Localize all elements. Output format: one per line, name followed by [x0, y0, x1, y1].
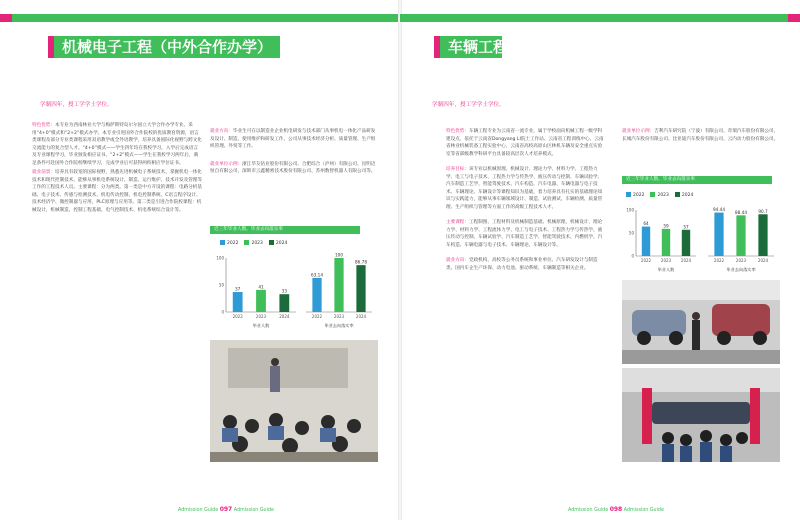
x-tick-label: 2022 [311, 314, 323, 319]
bar-2024 [356, 265, 365, 312]
pink-accent-bar-right [788, 14, 800, 22]
right-page [400, 0, 800, 520]
right-col-text [210, 128, 376, 178]
features-text-right: 车辆工程专业为云南省一流专业，属于学校面向机械工程一级学科建设点，依托于云南省Dongyang LI院士工作站、云南省工程训练中心、云南省林业机械装备工程实验中心、云南省高校高原山区林机车辆及安全重点实验室等省部级教学科研平台具备较高层次人才培养模式。 [446, 129, 604, 157]
goals-text: 该专业以机械原理、机械设计、理论力学、材料力学、工程热力学、电工与电子技术、工程热力学与传热学、液压传动与控制、车辆试验学、汽车制造工艺学、智能驾驶技术、汽车构造、汽车电器、车辆电器与电子技术、车辆理论、车辆设计等课程知识为基础，着力培养具有扎实的基础理论知识与实践能力，能够从事车辆领域设计、制造、试验测试、车辆检测、质量管理、生产组织与管理等方面工作的高级工程技术人才。 [446, 167, 603, 210]
green-top-bar [12, 14, 400, 22]
courses-text: 工程制图、工程材料及机械制造基础、机械原理、机械设计、理论力学、材料力学、工程流体力学、电工与电子技术、工程热力学与传热学、液压传动与控制、车辆试验学、汽车制造工艺学、智能驾驶技术、内燃机学、汽车构造、车辆电器与电子技术、车辆理论、车辆设计等。 [446, 220, 603, 248]
bar-value-label: 63.14 [311, 272, 323, 278]
legend-label-2024-r: 2024 [681, 193, 694, 198]
y-tick-label: 50 [218, 282, 224, 288]
x-axis-label: 毕业去向落实率 [324, 323, 354, 328]
legend-label-2023-r: 2023 [657, 193, 669, 198]
workshop-illustration-top [622, 280, 780, 364]
x-axis-label: 毕业去向落实率 [726, 267, 756, 272]
legend-label-2023: 2023 [251, 241, 263, 246]
bar-2023 [736, 215, 745, 256]
y-tick-label: 100 [216, 255, 224, 261]
green-top-bar-right [400, 14, 788, 22]
bar-2023 [662, 229, 670, 256]
direction-label-right: 就业方向： [446, 258, 469, 263]
footer-text-right: Admission Guide [568, 508, 609, 513]
units-text-block-right [622, 128, 782, 145]
bar-value-label: 64 [643, 221, 649, 227]
units-text-right: 吉利汽车研究院（宁波）有限公司、奇瑞汽车股份有限公司、长城汽车股份有限公司、比亚迪汽车股份有限公司、云内动力股份有限公司。 [622, 129, 779, 142]
footer-text-left-2: Admission Guide [233, 508, 274, 513]
x-tick-label: 2023 [735, 258, 747, 263]
workshop-photo-bottom [622, 368, 780, 462]
chart-legend-left [220, 240, 287, 246]
y-tick-label: 100 [626, 207, 634, 213]
x-axis-label: 毕业人数 [657, 267, 675, 272]
bar-2022 [233, 292, 243, 312]
footer-text-left: Admission Guide [178, 508, 219, 513]
bar-value-label: 57 [683, 224, 689, 230]
legend-label-2024: 2024 [275, 241, 288, 246]
legend-swatch-2023 [244, 240, 249, 245]
x-tick-label: 2024 [757, 258, 769, 263]
x-tick-label: 2024 [279, 314, 290, 319]
graduates-chart-right [622, 202, 702, 274]
legend-label-2022: 2022 [227, 241, 239, 246]
bar-2024 [682, 230, 690, 256]
chart-header-left: 近三年毕业人数、毕业去向落实率 [210, 226, 360, 234]
x-tick-label: 2023 [660, 258, 672, 263]
units-label-right: 就业单位示例： [622, 129, 655, 134]
pink-accent-bar [0, 14, 12, 22]
bar-2022 [714, 213, 723, 256]
legend-swatch-2024-r [675, 192, 680, 197]
courses-label: 主要课程： [446, 220, 469, 225]
goals-label: 培养目标： [446, 167, 469, 172]
right-page-left-col [446, 128, 604, 274]
y-tick-label: 0 [631, 253, 634, 259]
features-label-right: 特色优势： [446, 129, 469, 134]
bar-2024 [758, 214, 767, 256]
page-title-left: 机械电子工程（中外合作办学） [54, 36, 280, 58]
bar-2022 [642, 227, 650, 256]
workshop-photo-top [622, 280, 780, 364]
units-label: 就业单位示例： [210, 161, 243, 167]
direction-label: 就业方向： [210, 129, 233, 134]
degree-subtitle-left: 学制四年，授工学学士学位。 [40, 102, 113, 108]
chart-legend-right [626, 192, 693, 198]
bar-value-label: 59 [663, 223, 669, 229]
legend-swatch-2022-r [626, 192, 631, 197]
units-text: 浙江华友钴业股份有限公司、合肥综合（泸州）有限公司、昆明迈恒自有限公司、深圳市云鑫精密技术股份有限公司、苏州数智机器人有限公司等。 [210, 161, 376, 174]
classroom-illustration [210, 340, 378, 462]
legend-swatch-2022 [220, 240, 225, 245]
direction-text: 毕业生可在以制造业企业机电研发与技术部门从事机电一体化产品研发及设计、制造、使用维护和研发工作，公司从事技术经济分析、质量管理、生产组织管理、外贸等工作。 [210, 129, 376, 149]
legend-swatch-2024 [269, 240, 274, 245]
page-number-left: 097 [219, 506, 233, 513]
bar-value-label: 94.44 [713, 207, 725, 213]
bar-2023 [334, 258, 343, 312]
chart-header-right: 近三年毕业人数、毕业去向落实率 [622, 176, 772, 184]
x-tick-label: 2022 [640, 258, 652, 263]
legend-swatch-2023-r [650, 192, 655, 197]
bar-value-label: 33 [281, 288, 288, 294]
page-title-right: 车辆工程 [440, 36, 502, 58]
x-tick-label: 2024 [680, 258, 692, 263]
bar-2024 [279, 294, 289, 312]
graduates-chart-left [212, 250, 302, 330]
bar-value-label: 100 [335, 252, 343, 258]
placement-rate-chart-left [298, 250, 378, 330]
legend-label-2022-r: 2022 [633, 193, 645, 198]
y-tick-label: 0 [221, 309, 224, 315]
x-axis-label: 毕业人数 [252, 323, 270, 328]
x-tick-label: 2022 [232, 314, 243, 319]
x-tick-label: 2023 [255, 314, 267, 319]
bar-value-label: 37 [234, 286, 241, 292]
bar-2023 [256, 290, 266, 312]
y-tick-label: 50 [628, 230, 634, 236]
employment-label: 就业前景： [32, 170, 55, 175]
bar-value-label: 41 [258, 284, 264, 290]
bar-2022 [312, 278, 321, 312]
footer-right [568, 506, 664, 513]
direction-text-right: 党政机构、高校等公务员系统和事业单位、汽车研发设计与制造类、国内车企生产环保、动力电池、驱动系统、车辆制造等相关企业。 [446, 258, 598, 271]
features-text: 本专业为西南林业大学与梅萨斯特岛尔尔国立大学合作办学专业。采用“4+0”模式和“2+2”模式办学。本专业引进国外合作院校的优质教育资源，语言类课程及部分专业类课程采用双语教学或全外语教学，培养具备国际化视野与跨文化交流能力的复合型人才。“4+0”模式——学生四年均在我校学习，入学后完成语言及专业课程学习，毕业颁发相应证书。“2+2”模式——学生在我校学习两年后，满足条件可赴国外合作院校继续学习，完成学业后可获得两校相应学位证书。 [32, 123, 202, 166]
footer-text-right-2: Admission Guide [623, 508, 664, 513]
placement-rate-chart-right [700, 202, 780, 274]
bar-value-label: 88.44 [735, 209, 747, 215]
page-number-right: 098 [609, 506, 623, 513]
x-tick-label: 2023 [333, 314, 345, 319]
workshop-illustration-bottom [622, 368, 780, 462]
employment-text: 培养具有较宽的国际视野，熟悉先进机械电子系统技术，掌握机电一体化技术和现代控制技术，能够从事机电系统设计、制造、运行维护、技术开发及管理等工作的工程技术人员。主要课程：分为两类。第一类是中方开设的课程：电路分析基础、电子技术、传感与检测技术、机电传动控制、机电控制系统、C语言程序设计、技术经济学、微控制器与应用、PLC原理与应用等。第二类是引进合作院校课程：机械设计、机械制造、控制工程基础、电气控制技术、机电系统综合设计等。 [32, 170, 202, 213]
classroom-photo [210, 340, 378, 462]
features-label: 特色优势： [32, 123, 55, 128]
x-tick-label: 2024 [355, 314, 367, 319]
footer-left [178, 506, 274, 513]
bar-value-label: 90.7 [758, 208, 768, 214]
left-col-text [32, 122, 202, 216]
x-tick-label: 2022 [713, 258, 725, 263]
degree-subtitle-right: 学制四年，授工学学士学位。 [432, 102, 505, 108]
bar-value-label: 86.78 [355, 259, 367, 265]
